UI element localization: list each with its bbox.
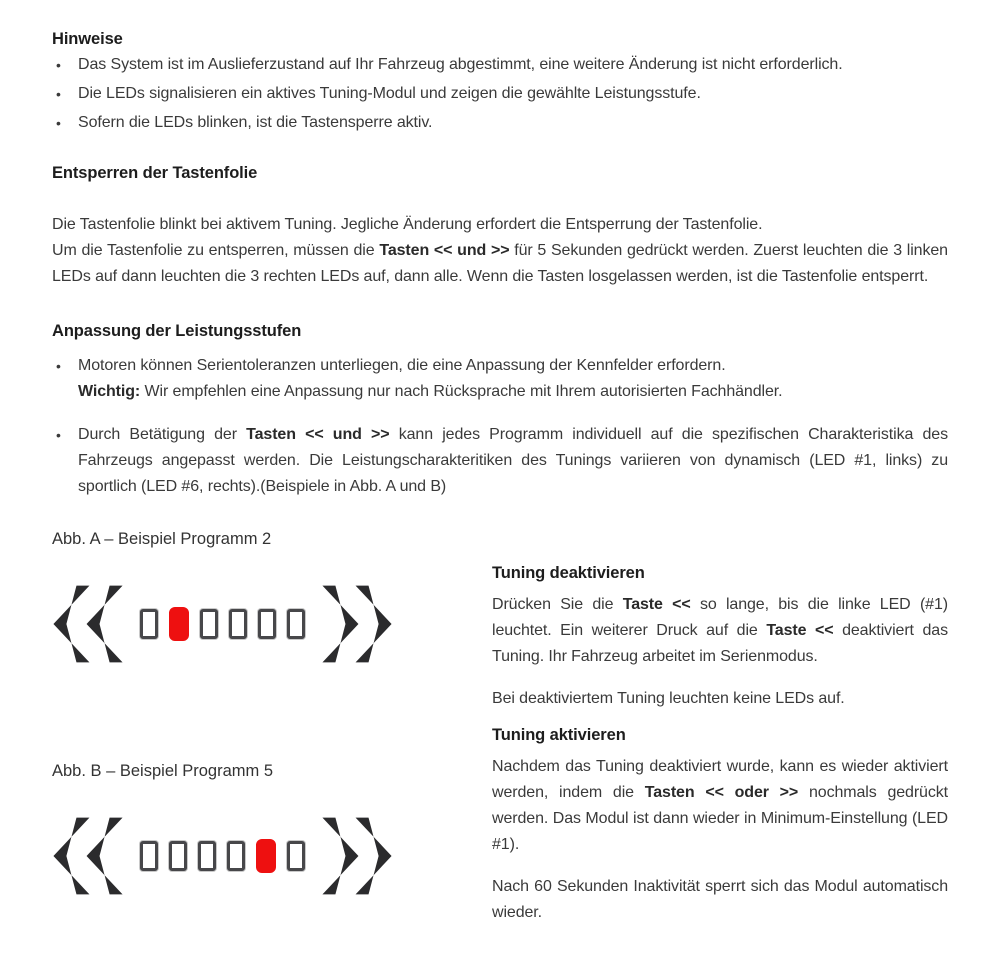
led-1-off	[140, 841, 158, 871]
anpassung-section	[52, 318, 948, 500]
double-chevron-right-icon	[321, 584, 393, 664]
tuning-aktivieren-note: Nach 60 Sekunden Inaktivität sperrt sich das Modul automatisch wieder.	[492, 878, 948, 921]
tuning-deaktivieren-note: Bei deaktiviertem Tuning leuchten keine LEDs auf.	[492, 690, 845, 707]
double-chevron-right-icon	[321, 816, 393, 896]
hinweise-bullet-2: Die LEDs signalisieren ein aktives Tuning-Modul und zeigen die gewählte Leistungsstufe.	[78, 85, 701, 102]
double-chevron-left-icon	[52, 584, 124, 664]
led-5-on	[256, 839, 276, 873]
entsperren-paragraph-2: Um die Tastenfolie zu entsperren, müssen die Tasten << und >> für 5 Sekunden gedrückt werden. Zuerst leuchten die 3 linken LEDs auf dann leuchten die 3 rechten LEDs auf, dann alle. Wenn die Tasten losgelassen werden, ist die Tastenfolie entsperrt.	[52, 242, 948, 285]
led-1-off	[140, 609, 158, 639]
figures-column	[52, 526, 492, 926]
anpassung-bullet-1	[78, 353, 948, 405]
tuning-aktivieren-heading: Tuning aktivieren	[492, 726, 626, 744]
led-5-off	[258, 609, 276, 639]
led-4-off	[227, 841, 245, 871]
hinweise-bullet-1: Das System ist im Auslieferzustand auf Ihr Fahrzeug abgestimmt, eine weitere Änderung ist nicht erforderlich.	[78, 56, 843, 73]
list-item	[52, 110, 948, 136]
led-6-off	[287, 609, 305, 639]
tuning-deaktivieren-heading: Tuning deaktivieren	[492, 564, 645, 582]
bullet-marker: •	[56, 57, 61, 73]
entsperren-paragraph-1: Die Tastenfolie blinkt bei aktivem Tuning. Jegliche Änderung erfordert die Entsperrung der Tastenfolie.	[52, 216, 763, 233]
bullet-marker: •	[56, 115, 61, 131]
bottom-section	[52, 526, 948, 926]
anpassung-bullet-1-line-2: Wichtig: Wir empfehlen eine Anpassung nur nach Rücksprache mit Ihrem autorisierten Fachhändler.	[78, 383, 783, 400]
entsperren-heading: Entsperren der Tastenfolie	[52, 164, 258, 182]
hinweise-heading: Hinweise	[52, 30, 123, 48]
figure-b-label: Abb. B – Beispiel Programm 5	[52, 762, 274, 780]
tuning-deaktivieren-paragraph: Drücken Sie die Taste << so lange, bis die linke LED (#1) leuchtet. Ein weiterer Druck auf die Taste << deaktiviert das Tuning. Ihr Fahrzeug arbeitet im Serienmodus.	[492, 596, 948, 665]
led-2-off	[169, 841, 187, 871]
bullet-marker: •	[56, 358, 61, 374]
double-chevron-left-icon	[52, 816, 124, 896]
anpassung-list	[52, 353, 948, 500]
hinweise-bullet-3: Sofern die LEDs blinken, ist die Tastensperre aktiv.	[78, 114, 433, 131]
led-3-off	[200, 609, 218, 639]
bullet-marker: •	[56, 427, 61, 443]
list-item	[52, 52, 948, 78]
list-item	[52, 353, 948, 405]
tuning-column	[492, 526, 948, 926]
figure-a-led-panel	[52, 578, 492, 670]
led-6-off	[287, 841, 305, 871]
led-strip-b	[140, 839, 305, 873]
led-3-off	[198, 841, 216, 871]
hinweise-list	[52, 52, 948, 136]
bullet-marker: •	[56, 86, 61, 102]
figure-a-label: Abb. A – Beispiel Programm 2	[52, 530, 272, 548]
anpassung-bullet-2: Durch Betätigung der Tasten << und >> kann jedes Programm individuell auf die spezifischen Charakteristika des Fahrzeugs angepasst werden. Die Leistungscharakteritiken des Tunings variieren von dynamisch (LED #1, links) zu sportlich (LED #6, rechts).(Beispiele in Abb. A und B)	[78, 426, 948, 495]
anpassung-bullet-1-line-1: Motoren können Serientoleranzen unterliegen, die eine Anpassung der Kennfelder erfordern.	[78, 357, 726, 374]
list-item	[52, 422, 948, 500]
entsperren-section	[52, 160, 948, 290]
led-2-on	[169, 607, 189, 641]
tuning-aktivieren-paragraph: Nachdem das Tuning deaktiviert wurde, kann es wieder aktiviert werden, indem die Tasten << oder >> nochmals gedrückt werden. Das Modul ist dann wieder in Minimum-Einstellung (LED #1).	[492, 758, 949, 853]
figure-b-led-panel	[52, 810, 492, 902]
list-item	[52, 81, 948, 107]
led-strip-a	[140, 607, 305, 641]
led-4-off	[229, 609, 247, 639]
anpassung-heading: Anpassung der Leistungsstufen	[52, 322, 302, 340]
